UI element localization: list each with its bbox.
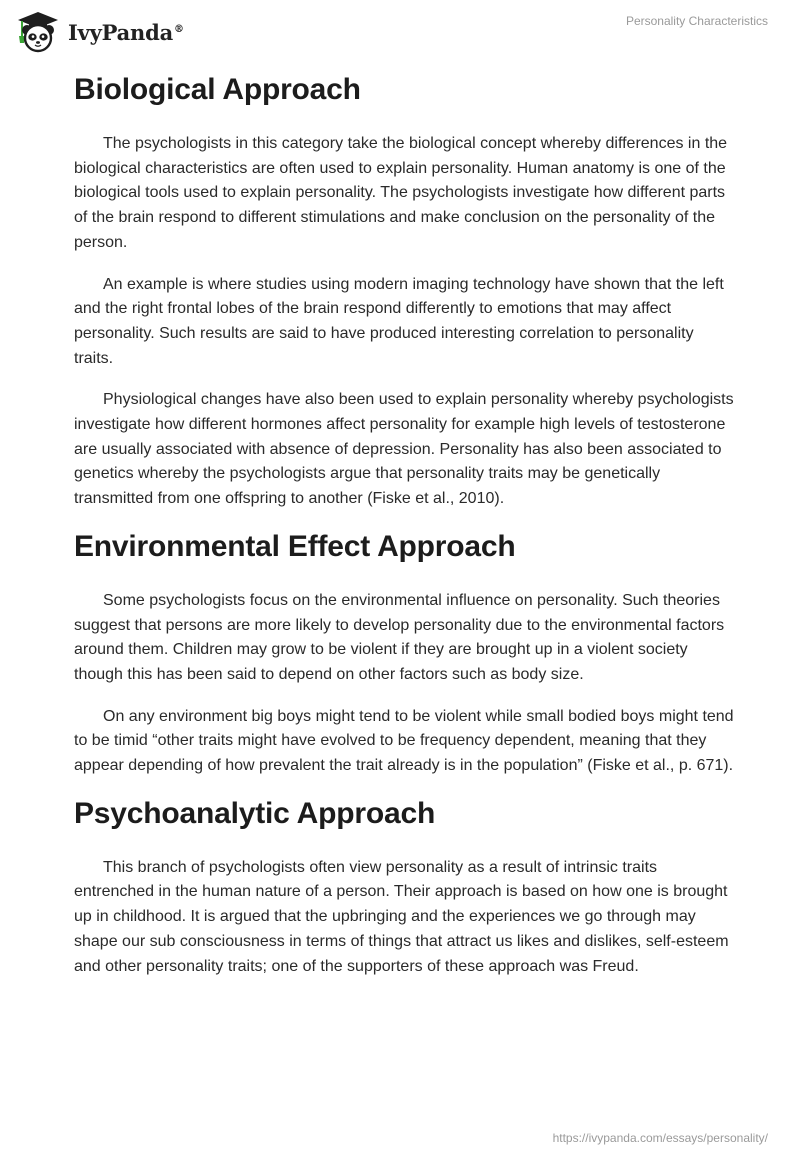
section-heading: Biological Approach (74, 73, 361, 106)
section-biological (74, 72, 734, 512)
section-environmental (74, 529, 734, 779)
page-header (0, 0, 800, 60)
section-heading: Psychoanalytic Approach (74, 796, 436, 830)
paragraph: On any environment big boys might tend to be violent while small bodied boys might tend to be timid “other traits might have evolved to be frequency dependent, meaning that they appear depending of how prevalent the trait already is in the population” (Fiske et al., p. 671). (74, 707, 734, 775)
paragraph: Some psychologists focus on the environmental influence on personality. Such theories suggest that persons are more likely to develop personality due to the environmental factors around them. Children may grow to be violent if they are brought up in a violent society though this has been said to depend on other factors such as body size. (74, 591, 725, 683)
paragraph: Physiological changes have also been used to explain personality whereby psychologists investigate how different hormones affect personality for example high levels of testosterone are usually associated with absence of depression. Personality has also been associated to genetics whereby the psychologists argue that personality traits may be genetically transmitted from one offspring to another (Fiske et al., 2010). (74, 391, 734, 508)
paragraph: The psychologists in this category take the biological concept whereby differences in the biological characteristics are often used to explain personality. Human anatomy is one of the biological tools used to explain personality. The psychologists investigate how different parts of the brain respond to different stimulations and make conclusion on the personality of the person. (74, 135, 728, 251)
source-url[interactable]: https://ivypanda.com/essays/personality/ (552, 1131, 768, 1145)
section-heading: Environmental Effect Approach (74, 529, 516, 563)
paragraph: This branch of psychologists often view personality as a result of intrinsic traits entrenched in the human nature of a person. Their approach is based on how one is brought up in childhood. It is argued that the upbringing and the experiences we go through may shape our sub consciousness in terms of things that attract us likes and dislikes, self-esteem and other personality traits; one of the supporters of these approach was Freud. (74, 858, 729, 975)
panda-graduate-icon (14, 10, 62, 54)
running-title: Personality Characteristics (625, 14, 768, 28)
section-psychoanalytic (74, 796, 734, 980)
brand-name: IvyPanda® (68, 19, 184, 45)
essay-body (74, 72, 734, 996)
ivypanda-logo[interactable] (14, 8, 184, 56)
paragraph: An example is where studies using modern imaging technology have shown that the left and the right frontal lobes of the brain respond differently to emotions that may affect personality. Such results are said to have produced interesting correlation to personality traits. (74, 275, 724, 367)
